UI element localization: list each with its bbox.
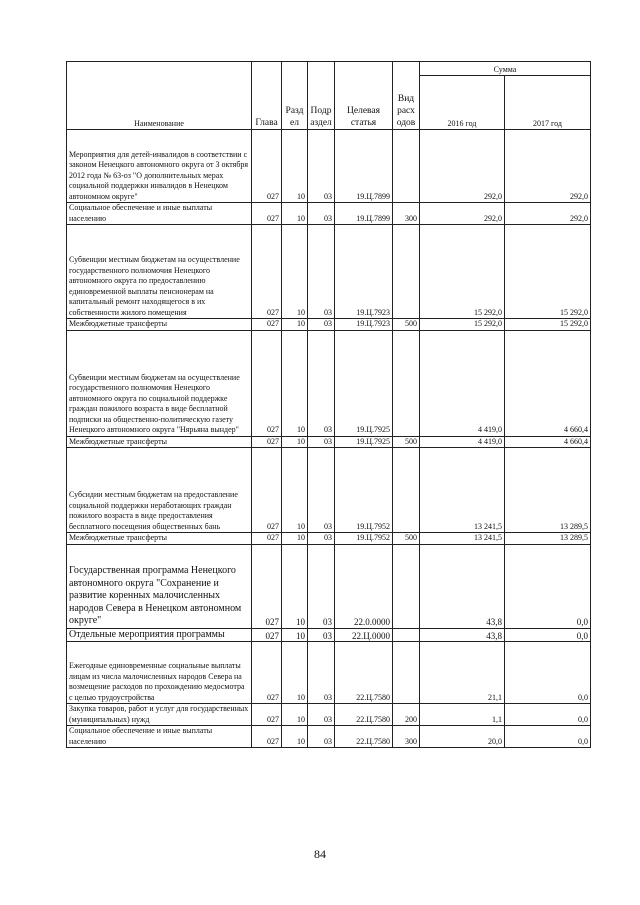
- cell-razdel: 10: [282, 544, 308, 628]
- cell-razdel: 10: [282, 225, 308, 319]
- cell-razdel: 10: [282, 726, 308, 748]
- table-row: [67, 203, 591, 225]
- header-name: Наименование: [67, 62, 252, 130]
- header-glava: Глава: [252, 62, 282, 130]
- header-statya: Целевая статья: [335, 62, 393, 130]
- cell-statya: 22.Ц.7580: [335, 726, 393, 748]
- cell-vid: [393, 130, 420, 203]
- cell-v2017: 15 292,0: [505, 319, 591, 331]
- cell-v2016: 292,0: [420, 130, 505, 203]
- cell-statya: 22.Ц.7580: [335, 704, 393, 726]
- cell-podrazdel: 03: [308, 130, 335, 203]
- table-row: [67, 628, 591, 642]
- header-podrazdel: Подр аздел: [308, 62, 335, 130]
- cell-glava: 027: [252, 628, 282, 642]
- cell-v2016: 20,0: [420, 726, 505, 748]
- cell-podrazdel: 03: [308, 330, 335, 436]
- cell-v2016: 13 241,5: [420, 533, 505, 545]
- cell-statya: 19.Ц.7923: [335, 319, 393, 331]
- cell-statya: 19.Ц.7899: [335, 130, 393, 203]
- cell-podrazdel: 03: [308, 448, 335, 533]
- cell-statya: 22.Ц.0000: [335, 628, 393, 642]
- cell-v2016: 43,8: [420, 544, 505, 628]
- header-2016: 2016 год: [420, 76, 505, 130]
- cell-glava: 027: [252, 533, 282, 545]
- cell-vid: 500: [393, 319, 420, 331]
- cell-v2017: 0,0: [505, 544, 591, 628]
- cell-razdel: 10: [282, 628, 308, 642]
- cell-statya: 22.0.0000: [335, 544, 393, 628]
- cell-vid: 500: [393, 533, 420, 545]
- cell-name: Закупка товаров, работ и услуг для государственных (муниципальных) нужд: [67, 704, 252, 726]
- cell-razdel: 10: [282, 436, 308, 448]
- cell-razdel: 10: [282, 448, 308, 533]
- header-2017: 2017 год: [505, 76, 591, 130]
- cell-razdel: 10: [282, 642, 308, 704]
- table-row: [67, 225, 591, 319]
- header-vid: Вид расх одов: [393, 62, 420, 130]
- cell-v2017: 292,0: [505, 203, 591, 225]
- cell-glava: 027: [252, 319, 282, 331]
- cell-vid: 200: [393, 704, 420, 726]
- cell-name: Ежегодные единовременные социальные выплаты лицам из числа малочисленных народов Севера на возмещение расходов по прохождению медосмотра с целью трудоустройства: [67, 642, 252, 704]
- cell-name: Субвенции местным бюджетам на осуществление государственного полномочия Ненецкого автономного округа по социальной поддержке граждан пожилого возраста в виде бесплатной подписки на общественно-политическую газету Ненецкого автономного округа "Нярьяна вындер": [67, 330, 252, 436]
- cell-v2017: 0,0: [505, 642, 591, 704]
- cell-glava: 027: [252, 203, 282, 225]
- table-row: [67, 704, 591, 726]
- cell-v2016: 1,1: [420, 704, 505, 726]
- cell-name: Межбюджетные трансферты: [67, 436, 252, 448]
- cell-v2017: 15 292,0: [505, 225, 591, 319]
- cell-vid: [393, 448, 420, 533]
- table-row: [67, 726, 591, 748]
- cell-v2017: 0,0: [505, 704, 591, 726]
- cell-name: Мероприятия для детей-инвалидов в соответствии с законом Ненецкого автономного округа от 3 октября 2012 года № 63-оз "О дополнительных мерах социальной поддержки инвалидов в Ненецком автономном округе": [67, 130, 252, 203]
- cell-v2016: 13 241,5: [420, 448, 505, 533]
- header-summa: Сумма: [420, 62, 591, 76]
- cell-razdel: 10: [282, 533, 308, 545]
- cell-v2017: 292,0: [505, 130, 591, 203]
- cell-name: Межбюджетные трансферты: [67, 533, 252, 545]
- cell-razdel: 10: [282, 130, 308, 203]
- cell-vid: [393, 544, 420, 628]
- cell-vid: [393, 225, 420, 319]
- cell-podrazdel: 03: [308, 203, 335, 225]
- cell-razdel: 10: [282, 319, 308, 331]
- cell-v2017: 13 289,5: [505, 448, 591, 533]
- cell-glava: 027: [252, 330, 282, 436]
- table-row: [67, 319, 591, 331]
- cell-statya: 19.Ц.7952: [335, 533, 393, 545]
- cell-v2016: 4 419,0: [420, 330, 505, 436]
- cell-glava: 027: [252, 704, 282, 726]
- cell-name: Государственная программа Ненецкого автономного округа "Сохранение и развитие коренных малочисленных народов Севера в Ненецком автономном округе": [67, 544, 252, 628]
- cell-glava: 027: [252, 130, 282, 203]
- cell-v2016: 43,8: [420, 628, 505, 642]
- cell-podrazdel: 03: [308, 642, 335, 704]
- cell-name: Социальное обеспечение и иные выплаты населению: [67, 203, 252, 225]
- header-razdel: Разд ел: [282, 62, 308, 130]
- cell-vid: [393, 628, 420, 642]
- cell-name: Отдельные мероприятия программы: [67, 628, 252, 642]
- table-row: [67, 448, 591, 533]
- cell-glava: 027: [252, 726, 282, 748]
- cell-statya: 22.Ц.7580: [335, 642, 393, 704]
- cell-name: Субсидии местным бюджетам на предоставление социальной поддержки неработающих граждан пожилого возраста в виде предоставления бесплатного посещения общественных бань: [67, 448, 252, 533]
- cell-statya: 19.Ц.7925: [335, 330, 393, 436]
- cell-razdel: 10: [282, 704, 308, 726]
- cell-podrazdel: 03: [308, 225, 335, 319]
- cell-name: Субвенции местным бюджетам на осуществление государственного полномочия Ненецкого автономного округа по предоставлению единовременной выплаты пенсионерам на капитальный ремонт находящегося в их собственности жилого помещения: [67, 225, 252, 319]
- cell-name: Межбюджетные трансферты: [67, 319, 252, 331]
- cell-podrazdel: 03: [308, 544, 335, 628]
- cell-vid: [393, 330, 420, 436]
- cell-podrazdel: 03: [308, 319, 335, 331]
- cell-vid: 300: [393, 203, 420, 225]
- cell-razdel: 10: [282, 330, 308, 436]
- cell-razdel: 10: [282, 203, 308, 225]
- cell-statya: 19.Ц.7923: [335, 225, 393, 319]
- cell-v2017: 0,0: [505, 628, 591, 642]
- table-row: [67, 642, 591, 704]
- cell-v2017: 4 660,4: [505, 330, 591, 436]
- table-row: [67, 544, 591, 628]
- cell-podrazdel: 03: [308, 726, 335, 748]
- cell-v2016: 15 292,0: [420, 225, 505, 319]
- cell-v2016: 292,0: [420, 203, 505, 225]
- cell-podrazdel: 03: [308, 628, 335, 642]
- cell-v2017: 13 289,5: [505, 533, 591, 545]
- cell-v2017: 0,0: [505, 726, 591, 748]
- cell-v2016: 15 292,0: [420, 319, 505, 331]
- cell-statya: 19.Ц.7899: [335, 203, 393, 225]
- table-row: [67, 130, 591, 203]
- cell-v2016: 21,1: [420, 642, 505, 704]
- page-number: 84: [314, 847, 326, 861]
- cell-vid: 300: [393, 726, 420, 748]
- cell-glava: 027: [252, 544, 282, 628]
- table-row: [67, 330, 591, 436]
- cell-v2016: 4 419,0: [420, 436, 505, 448]
- cell-vid: 500: [393, 436, 420, 448]
- cell-name: Социальное обеспечение и иные выплаты населению: [67, 726, 252, 748]
- cell-glava: 027: [252, 225, 282, 319]
- cell-glava: 027: [252, 642, 282, 704]
- cell-podrazdel: 03: [308, 436, 335, 448]
- cell-vid: [393, 642, 420, 704]
- cell-v2017: 4 660,4: [505, 436, 591, 448]
- cell-podrazdel: 03: [308, 704, 335, 726]
- budget-table: [66, 61, 591, 748]
- cell-statya: 19.Ц.7925: [335, 436, 393, 448]
- table-row: [67, 436, 591, 448]
- cell-podrazdel: 03: [308, 533, 335, 545]
- table-row: [67, 533, 591, 545]
- cell-glava: 027: [252, 448, 282, 533]
- cell-statya: 19.Ц.7952: [335, 448, 393, 533]
- cell-glava: 027: [252, 436, 282, 448]
